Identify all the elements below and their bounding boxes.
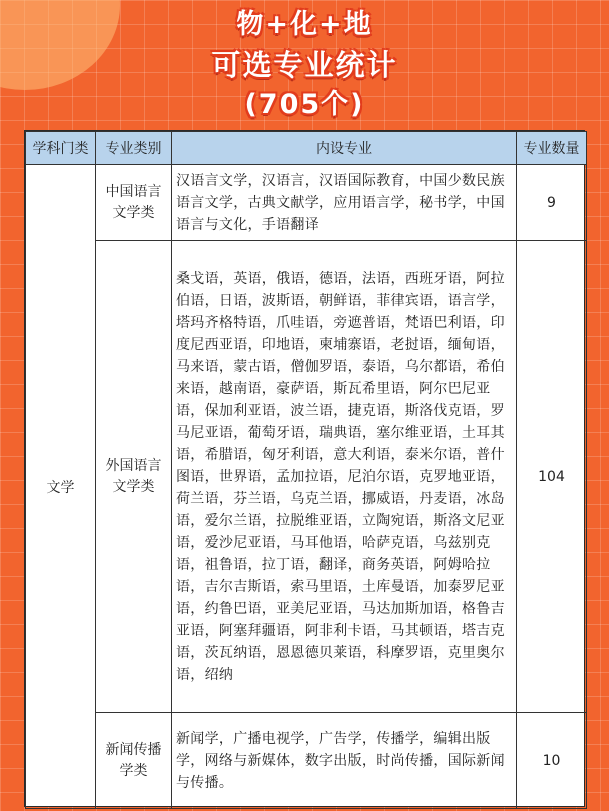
count-cell: 10 (517, 713, 587, 809)
title-line-2: 可选专业统计 (211, 48, 398, 82)
table-row (26, 241, 587, 713)
poster-title (0, 6, 609, 124)
header-type: 专业类别 (96, 132, 172, 165)
category-cell: 文学 (26, 165, 96, 809)
type-cell: 新闻传播学类 (96, 713, 172, 809)
majors-table-card (24, 130, 585, 807)
count-cell: 9 (517, 165, 587, 241)
majors-cell: 桑戈语，英语，俄语，德语，法语，西班牙语，阿拉伯语，日语，波斯语，朝鲜语，菲律宾语，语言学，塔玛齐格特语，爪哇语，旁遮普语，梵语巴利语，印度尼西亚语，印地语，柬埔寨语，老挝语，缅甸语，马来语，蒙古语，僧伽罗语，泰语，乌尔都语，希伯来语，越南语，豪萨语，斯瓦希里语，阿尔巴尼亚语，保加利亚语，波兰语，捷克语，斯洛伐克语，罗马尼亚语，葡萄牙语，瑞典语，塞尔维亚语，土耳其语，希腊语，匈牙利语，意大利语，泰米尔语，普什图语，世界语，孟加拉语，尼泊尔语，克罗地亚语，荷兰语，芬兰语，乌克兰语，挪威语，丹麦语，冰岛语，爱尔兰语，拉脱维亚语，立陶宛语，斯洛文尼亚语，爱沙尼亚语，马耳他语，哈萨克语，乌兹别克语，祖鲁语，拉丁语，翻译，商务英语，阿姆哈拉语，吉尔吉斯语，索马里语，土库曼语，加泰罗尼亚语，约鲁巴语，亚美尼亚语，马达加斯加语，格鲁吉亚语，阿塞拜疆语，阿非利卡语，马其顿语，塔吉克语，茨瓦纳语，恩恩德贝莱语，科摩罗语，克里奥尔语，绍纳 (172, 241, 517, 713)
header-category: 学科门类 (26, 132, 96, 165)
table-row (26, 713, 587, 809)
title-line-1: 物+化+地 (236, 9, 373, 40)
type-cell: 外国语言文学类 (96, 241, 172, 713)
type-cell: 中国语言文学类 (96, 165, 172, 241)
table-header-row (26, 132, 587, 165)
majors-table (25, 131, 587, 809)
header-majors: 内设专业 (172, 132, 517, 165)
header-count: 专业数量 (517, 132, 587, 165)
count-cell: 104 (517, 241, 587, 713)
majors-cell: 汉语言文学，汉语言，汉语国际教育，中国少数民族语言文学，古典文献学，应用语言学，秘书学，中国语言与文化，手语翻译 (172, 165, 517, 241)
table-row (26, 165, 587, 241)
title-line-3: (705个) (244, 89, 365, 120)
majors-cell: 新闻学，广播电视学，广告学，传播学，编辑出版学，网络与新媒体，数字出版，时尚传播，国际新闻与传播。 (172, 713, 517, 809)
